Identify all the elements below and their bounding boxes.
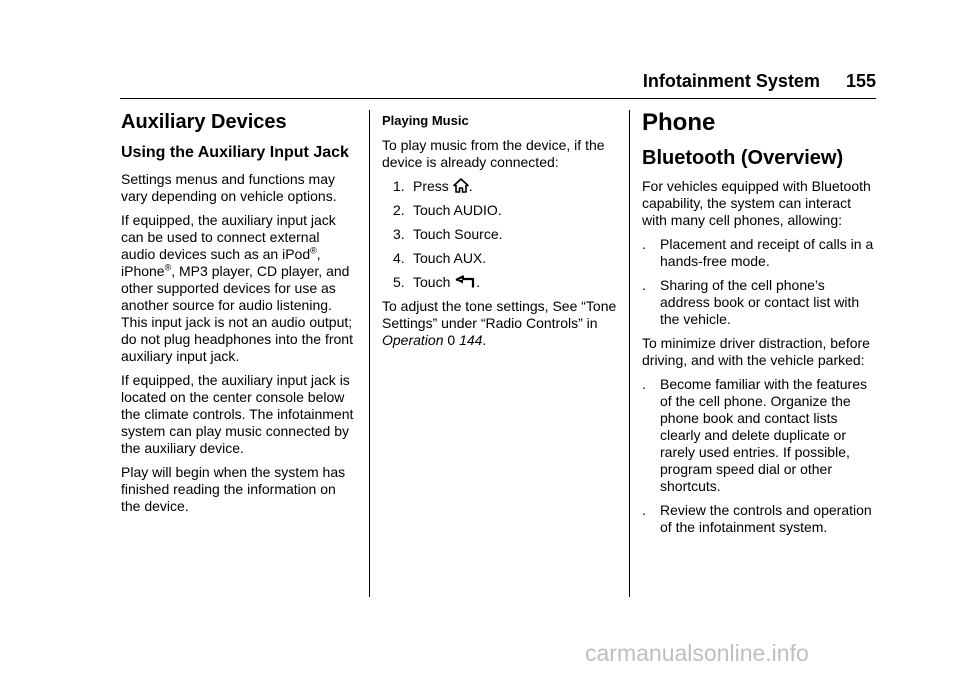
page-header: [643, 71, 876, 92]
column-divider-1: [369, 110, 370, 597]
paragraph-aux-jack-location: If equipped, the auxiliary input jack is located on the center console below the climate controls. The infotainment system can play music connected by the auxiliary device.: [121, 372, 354, 456]
list-item: 3. Touch Source.: [393, 226, 503, 242]
paragraph-bluetooth-intro: For vehicles equipped with Bluetooth capability, the system can interact with many cell phones, allowing:: [642, 178, 871, 228]
bullet-list-1: [642, 236, 878, 328]
column-3: [642, 108, 878, 543]
subheading-aux-input-jack: Using the Auxiliary Input Jack: [121, 144, 349, 161]
paragraph-minimize-distraction: To minimize driver distraction, before driving, and with the vehicle parked:: [642, 335, 870, 368]
paragraph-play-begin: Play will begin when the system has finished reading the information on the device.: [121, 464, 346, 514]
watermark: carmanualsonline.info: [585, 640, 809, 666]
subheading-playing-music: Playing Music: [382, 113, 469, 128]
bullet-list-2: [642, 376, 878, 536]
column-2: [382, 108, 618, 356]
list-item: 5. Touch .: [393, 274, 481, 290]
page-number: 155: [845, 71, 876, 91]
list-item: . Placement and receipt of calls in a hands-free mode.: [642, 236, 874, 269]
column-1: [121, 108, 357, 522]
section-heading-phone: Phone: [642, 109, 716, 136]
subheading-bluetooth-overview: Bluetooth (Overview): [642, 147, 844, 169]
steps-list: [382, 178, 618, 291]
list-item: . Sharing of the cell phone’s address book or contact list with the vehicle.: [642, 277, 860, 327]
paragraph-aux-jack-use: If equipped, the auxiliary input jack can be used to connect external audio devices such as an iPod®, iPhone®, MP3 player, CD player, and other supported devices for use as another source for audio listening. This input jack is not an audio output; do not plug headphones into the front auxiliary input jack.: [121, 212, 353, 364]
operation-link[interactable]: Operation: [382, 332, 444, 348]
section-heading-auxiliary-devices: Auxiliary Devices: [121, 111, 287, 133]
list-item: . Review the controls and operation of the infotainment system.: [642, 502, 872, 535]
back-icon: [454, 275, 476, 289]
paragraph-tone-settings: To adjust the tone settings, See “Tone Settings” under “Radio Controls” in Operation 0 144.: [382, 298, 617, 348]
paragraph-play-intro: To play music from the device, if the device is already connected:: [382, 137, 605, 170]
home-icon: [453, 178, 469, 193]
list-item: . Become familiar with the features of the cell phone. Organize the phone book and contact lists clearly and delete duplicate or rarely used entries. If possible, program speed dial or other shortcuts.: [642, 376, 867, 494]
list-item: 2. Touch AUDIO.: [393, 202, 502, 218]
page-ref-number: 144: [459, 332, 483, 348]
page-ref-symbol: 0: [447, 332, 456, 348]
header-rule: [120, 98, 876, 99]
list-item: 1. Press .: [393, 178, 473, 194]
list-item: 4. Touch AUX.: [393, 250, 487, 266]
section-title: Infotainment System: [642, 71, 820, 91]
column-divider-2: [629, 110, 630, 597]
paragraph-settings-menus: Settings menus and functions may vary depending on vehicle options.: [121, 171, 337, 204]
